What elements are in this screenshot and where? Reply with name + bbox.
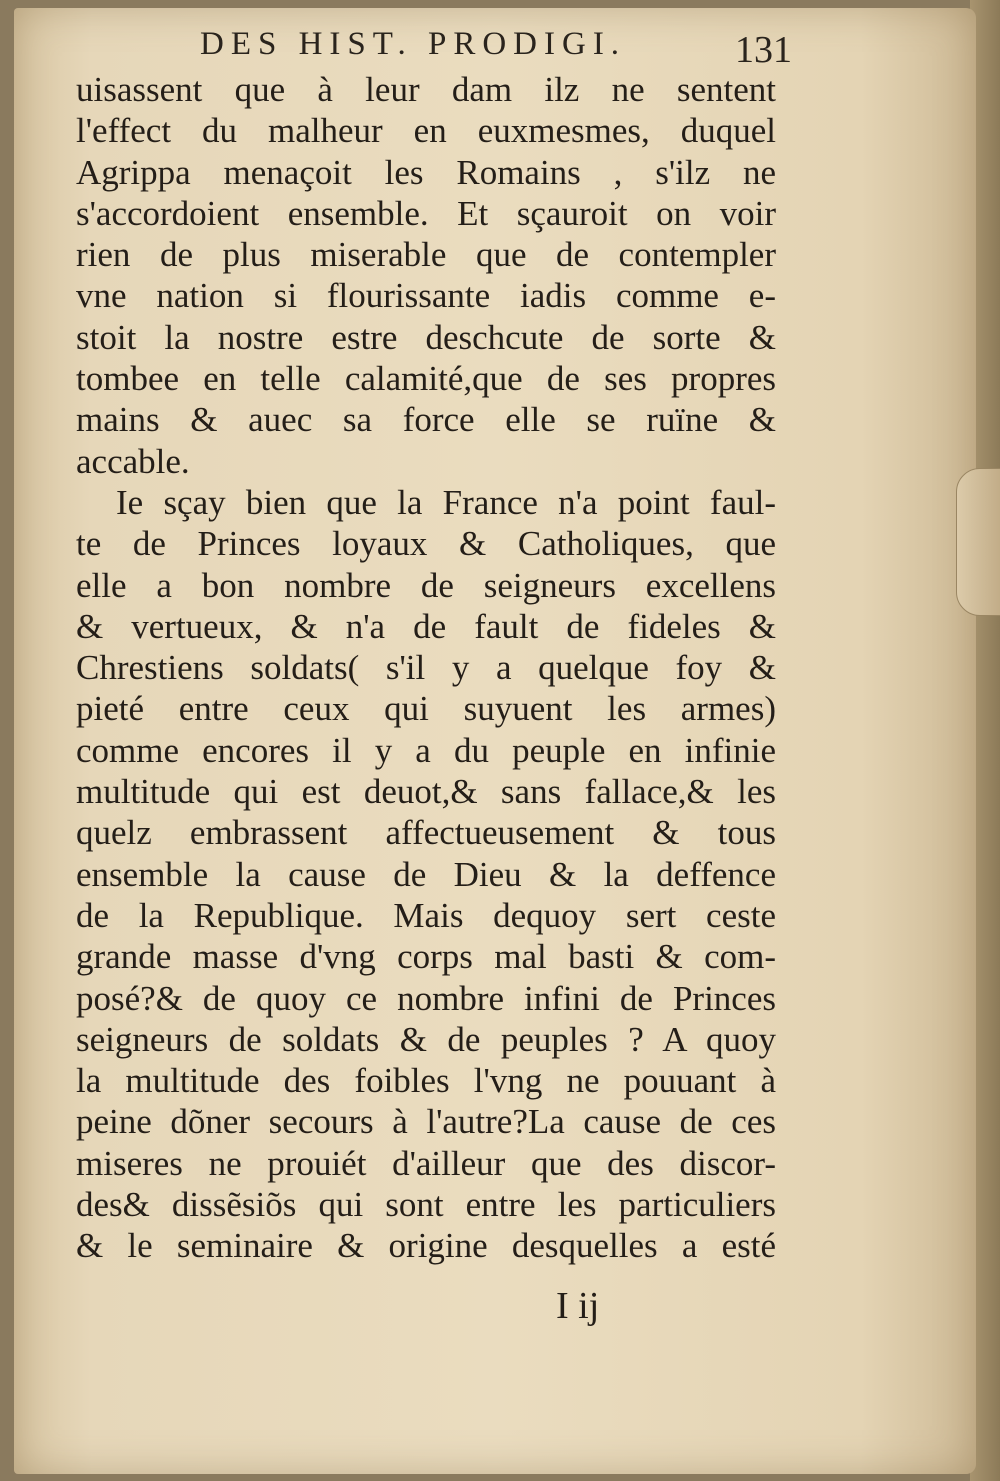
text-line: rien de plus miserable que de contempler	[76, 235, 776, 275]
text-line: pieté entre ceux qui suyuent les armes)	[76, 689, 776, 729]
text-line: comme encores il y a du peuple en infinie	[76, 730, 776, 770]
text-line: Chrestiens soldats( s'il y a quelque foy &	[76, 648, 776, 688]
text-line: multitude qui est deuot,& sans fallace,& les	[76, 772, 776, 812]
text-line: la multitude des foibles l'vng ne pouuant à	[76, 1061, 776, 1101]
text-line: uisassent que à leur dam ilz ne sentent	[76, 70, 776, 109]
body-text	[76, 69, 776, 1267]
text-line: mains & auec sa force elle se ruïne &	[76, 400, 776, 440]
text-line: & le seminaire & origine desquelles a esté	[76, 1226, 776, 1266]
text-line: Ie sçay bien que la France n'a point faul-	[116, 482, 776, 522]
text-line: vne nation si flourissante iadis comme e-	[76, 276, 776, 316]
text-line: des& dissẽsiõs qui sont entre les particuliers	[76, 1185, 776, 1225]
text-line: seigneurs de soldats & de peuples ? A quoy	[76, 1019, 776, 1059]
text-line: ensemble la cause de Dieu & la deffence	[76, 854, 776, 894]
text-line: peine dõner secours à l'autre?La cause de ces	[76, 1102, 776, 1142]
text-line: s'accordoient ensemble. Et sçauroit on voir	[76, 193, 776, 233]
page-number: 131	[735, 29, 792, 71]
text-line: elle a bon nombre de seigneurs excellens	[76, 565, 776, 605]
text-line: miseres ne prouiét d'ailleur que des discor-	[76, 1143, 776, 1183]
text-line: quelz embrassent affectueusement & tous	[76, 813, 776, 853]
text-line: l'effect du malheur en euxmesmes, duquel	[76, 111, 776, 151]
text-line: tombee en telle calamité,que de ses propres	[76, 359, 776, 399]
text-line: & vertueux, & n'a de fault de fideles &	[76, 606, 776, 646]
running-head: DES HIST. PRODIGI.	[200, 26, 627, 62]
text-line: te de Princes loyaux & Catholiques, que	[76, 524, 776, 564]
text-line: Agrippa menaçoit les Romains , s'ilz ne	[76, 152, 776, 192]
text-line: posé?& de quoy ce nombre infini de Princes	[76, 978, 776, 1018]
text-line: grande masse d'vng corps mal basti & com-	[76, 937, 776, 977]
text-line: stoit la nostre estre deschcute de sorte &	[76, 317, 776, 357]
signature-mark: I ij	[556, 1285, 600, 1327]
text-line: accable.	[76, 441, 190, 481]
text-line: de la Republique. Mais dequoy sert ceste	[76, 895, 776, 935]
page-clasp	[956, 468, 1000, 616]
